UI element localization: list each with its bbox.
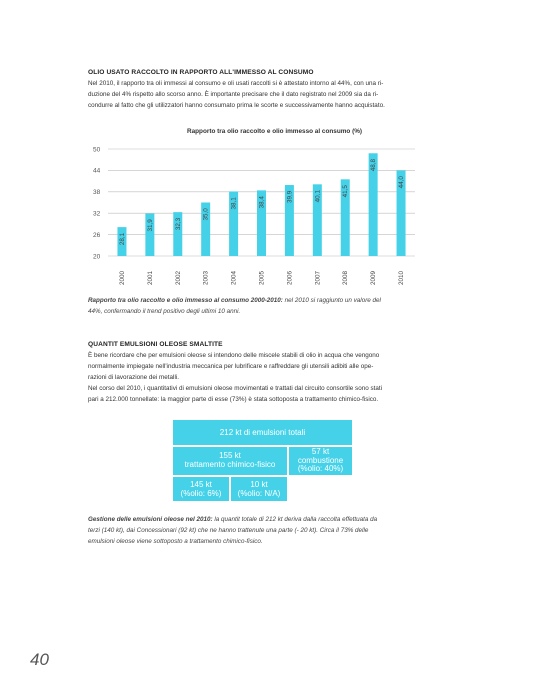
caption-line xyxy=(88,295,448,306)
paragraph-line: pari a 212.000 tonnellate: la maggior parte di esse (73%) è stata sottoposta a trattamento chimico-fisico. xyxy=(88,396,379,403)
caption-text: nel 2010 si raggiunto un valore del xyxy=(282,297,381,304)
combustion-box xyxy=(289,447,352,475)
section-heading-olio-usato: OLIO USATO RACCOLTO IN RAPPORTO ALL'IMMESSO AL CONSUMO xyxy=(88,69,314,76)
x-tick-label: 2003 xyxy=(202,270,210,285)
x-tick-label: 2001 xyxy=(146,270,154,285)
chemical-treatment-amount: 155 kt xyxy=(219,451,241,460)
x-tick-label: 2000 xyxy=(118,270,126,285)
paragraph-line: È bene ricordare che per emulsioni oleose si intendono delle miscele stabili di olio in acqua che vengono xyxy=(88,352,380,359)
paragraph-line: duzione del 4% rispetto allo scorso anno. È importante precisare che il dato registrato nel 2009 sia da ri- xyxy=(88,91,379,98)
data-label: 28,1 xyxy=(118,232,126,246)
x-tick-label: 2006 xyxy=(286,270,294,285)
caption-line: 44%, confermando il trend positivo degli ultimi 10 anni. xyxy=(88,308,241,315)
sub-treatment-1-amount: 145 kt xyxy=(190,480,212,489)
caption-line: emulsioni oleose viene sottoposto a trattamento chimico-fisico. xyxy=(88,538,263,545)
x-tick-label: 2007 xyxy=(314,270,322,285)
chemical-treatment-label: trattamento chimico-fisico xyxy=(184,460,276,469)
combustion-oil-share: (%olio: 40%) xyxy=(297,464,344,473)
diagram-caption xyxy=(88,514,448,547)
caption-bold: Gestione delle emulsioni oleose nel 2010: xyxy=(88,516,213,523)
section-heading-emulsioni: QUANTIT EMULSIONI OLEOSE SMALTITE xyxy=(88,341,223,348)
y-tick-label: 26 xyxy=(93,231,101,239)
y-tick-label: 50 xyxy=(93,146,101,154)
chemical-treatment-box xyxy=(173,447,287,475)
chart-caption xyxy=(88,295,448,317)
chart-title: Rapporto tra olio raccolto e olio immesso al consumo (%) xyxy=(186,128,363,135)
paragraph-line: Nel 2010, il rapporto tra oli immessi al consumo e oli usati raccolti si è attestato intorno al 44%, con una ri- xyxy=(88,80,384,87)
x-tick-label: 2009 xyxy=(370,270,378,285)
caption-line xyxy=(88,514,448,525)
sub-treatment-1-oil-share: (%olio: 6%) xyxy=(180,489,222,498)
data-label: 38,1 xyxy=(230,197,238,210)
y-tick-label: 20 xyxy=(93,253,101,261)
sub-treatment-box-2 xyxy=(231,477,287,501)
x-tick-label: 2002 xyxy=(174,270,182,285)
paragraph-line: normalmente impiegate nell'industria meccanica per lubrificare e raffreddare gli utensili adibiti alle ope- xyxy=(88,363,374,370)
sub-treatment-2-amount: 10 kt xyxy=(250,480,268,489)
page-number: 40 xyxy=(30,650,49,669)
section-paragraph-emulsioni xyxy=(88,350,448,405)
caption-line: terzi (140 kt), dai Concessionari (92 kt) che ne hanno trattenute una parte (- 20 kt). Circa il 73% delle xyxy=(88,527,369,534)
caption-bold: Rapporto tra olio raccolto e olio immesso al consumo 2000-2010: xyxy=(88,297,283,304)
sub-treatment-box-1 xyxy=(173,477,229,501)
x-tick-label: 2005 xyxy=(258,270,266,285)
y-tick-label: 38 xyxy=(93,189,101,197)
x-tick-label: 2010 xyxy=(398,270,406,285)
data-label: 39,9 xyxy=(286,190,294,204)
combustion-amount: 57 kt xyxy=(311,447,330,456)
data-label: 48,8 xyxy=(370,159,378,172)
bar-chart xyxy=(0,0,549,300)
y-tick-label: 32 xyxy=(93,210,101,218)
paragraph-line: Nel corso del 2010, i quantitativi di emulsioni oleose movimentati e trattati dal circuito consortile sono stati xyxy=(88,385,383,392)
x-tick-label: 2004 xyxy=(230,270,238,285)
data-label: 40,1 xyxy=(314,190,322,203)
data-label: 41,5 xyxy=(342,185,350,198)
data-label: 31,9 xyxy=(146,219,154,232)
paragraph-line: condurre al fatto che gli utilizzatori hanno consumato prima le scorte e successivamente hanno acquistato. xyxy=(88,102,385,109)
total-emulsions-box xyxy=(173,420,352,445)
data-label: 44,0 xyxy=(398,176,406,189)
total-emulsions-label: 212 kt di emulsioni totali xyxy=(219,428,306,437)
y-tick-label: 44 xyxy=(93,167,101,175)
paragraph-line: razioni di lavorazione dei metalli. xyxy=(88,374,180,381)
combustion-label: combustione xyxy=(297,455,344,465)
sub-treatment-2-oil-share: (%olio: N/A) xyxy=(237,489,281,498)
x-tick-label: 2008 xyxy=(342,270,350,285)
data-label: 35,0 xyxy=(202,208,210,221)
data-label: 38,4 xyxy=(258,196,266,209)
caption-text: la quantit totale di 212 kt deriva dalla raccolta effettuata da xyxy=(212,516,378,523)
data-label: 32,3 xyxy=(174,217,182,231)
